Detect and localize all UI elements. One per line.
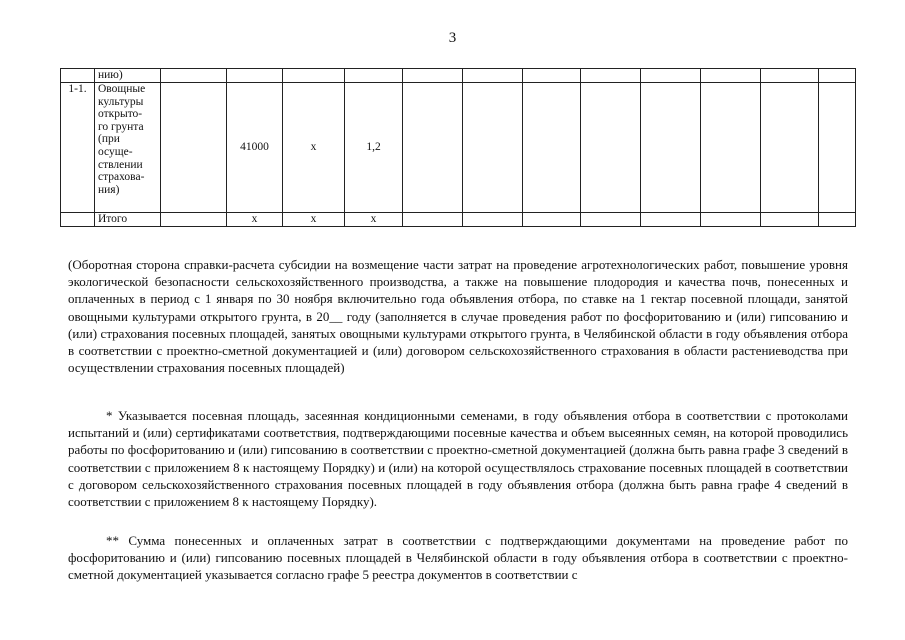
row-index-cell (61, 213, 95, 227)
table-cell (403, 83, 463, 213)
table-cell (161, 83, 227, 213)
footnote-single-asterisk: * Указывается посевная площадь, засеянная кондиционными семенами, в году объявления отбора в соответствии с протоколами испытаний и (или) сертификатами соответствия, подтверждающими посевные качества и объем высеянных семян, на которой проводились работы по фосфоритованию и (или) гипсованию в соответствии с проектно-сметной документацией (должна быть равна графе 3 сведений в соответствии с приложением 8 к настоящему Порядку) и (или) на которой осуществлялось страхование посевных площадей в соответствии с договором сельскохозяйственного страхования посевных площадей в году объявления отбора (должна быть равна графе 4 сведений в соответствии с приложением 8 к настоящему Порядку). (68, 408, 848, 510)
table-cell (523, 213, 581, 227)
table-cell: х (283, 213, 345, 227)
table-cell (761, 213, 819, 227)
table-cell (161, 69, 227, 83)
table-cell: х (227, 213, 283, 227)
subsidy-calculation-table (60, 68, 856, 227)
table-cell (641, 213, 701, 227)
table-cell (701, 83, 761, 213)
page-number: 3 (448, 30, 457, 46)
table-cell (761, 69, 819, 83)
table-cell: х (345, 213, 403, 227)
table-cell (523, 83, 581, 213)
footnote-double-asterisk: ** Сумма понесенных и оплаченных затрат в соответствии с подтверждающими документами на проведение работ по фосфоритованию и (или) гипсованию посевных площадей в Челябинской области в году объявления отбора в соответствии с проектно-сметной документацией указывается согласно графе 5 реестра документов в соответствии с (68, 533, 848, 583)
table-cell (463, 83, 523, 213)
table-cell (581, 213, 641, 227)
table-cell (403, 69, 463, 83)
table-cell (701, 213, 761, 227)
row-index-cell (61, 69, 95, 83)
table-row (61, 69, 856, 83)
table-row (61, 83, 856, 213)
table-cell: 1,2 (345, 83, 403, 213)
table-cell (403, 213, 463, 227)
crop-name-cell: Итого (95, 213, 161, 227)
table-cell (463, 213, 523, 227)
crop-name-cell: нию) (95, 69, 161, 83)
table-cell (701, 69, 761, 83)
table-cell (523, 69, 581, 83)
table-cell (227, 69, 283, 83)
table-cell (345, 69, 403, 83)
table-cell (819, 83, 856, 213)
table-cell (161, 213, 227, 227)
reverse-side-description: (Оборотная сторона справки-расчета субсидии на возмещение части затрат на проведение агротехнологических работ, повышение уровня экологической безопасности сельскохозяйственного производства, а также на повышение плодородия и качества почв, понесенных и оплаченных в период с 1 января по 30 ноября включительно года объявления отбора, по ставке на 1 гектар посевной площади, занятой овощными культурами открытого грунта, в 20__ году (заполняется в случае проведения работ по фосфоритованию и (или) гипсованию и (или) страхования посевных площадей, занятых овощными культурами открытого грунта, в Челябинской области в году объявления отбора в соответствии с проектно-сметной документацией и (или) договором сельскохозяйственного страхования в области растениеводства при осуществлении страхования посевных площадей) (68, 257, 848, 376)
table-row (61, 213, 856, 227)
table-cell (819, 213, 856, 227)
table-cell (819, 69, 856, 83)
table-cell (283, 69, 345, 83)
crop-name-cell: Овощные культуры открыто- го грунта (при осуще- ствлении страхова- ния) (95, 83, 161, 213)
table-cell (641, 83, 701, 213)
table-cell (581, 83, 641, 213)
row-index-cell: 1-1. (61, 83, 95, 213)
table-cell: 41000 (227, 83, 283, 213)
table-cell (463, 69, 523, 83)
table-cell (581, 69, 641, 83)
table-cell: х (283, 83, 345, 213)
table-cell (761, 83, 819, 213)
table-cell (641, 69, 701, 83)
